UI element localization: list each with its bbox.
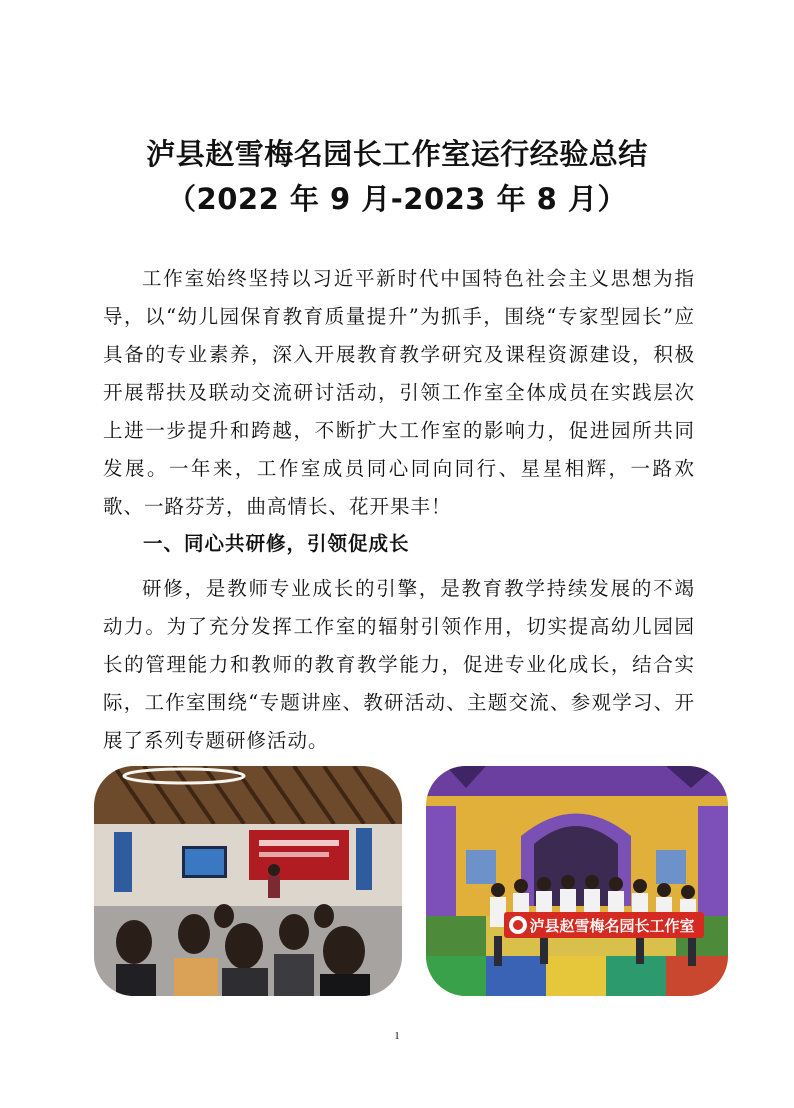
section-paragraph: 研修，是教师专业成长的引擎，是教育教学持续发展的不竭动力。为了充分发挥工作室的辐射引领作用，切实提高幼儿园园长的管理能力和教师的教育教学能力，促进专业化成长，结合实际，工作室围绕“专题讲座、教研活动、主题交流、参观学习、开展了系列专题研修活动。 — [103, 577, 695, 752]
lecture-photo-illustration — [94, 766, 402, 996]
group-photo-illustration — [426, 766, 728, 996]
lecture-photo — [94, 766, 402, 996]
intro-paragraph: 工作室始终坚持以习近平新时代中国特色社会主义思想为指导，以“幼儿园保育教育质量提升”为抓手，围绕“专家型园长”应具备的专业素养，深入开展教育教学研究及课程资源建设，积极开展帮扶及联动交流研讨活动，引领工作室全体成员在实践层次上进一步提升和跨越，不断扩大工作室的影响力，促进园所共同发展。一年来，工作室成员同心同向同行、星星相辉，一路欢歌、一路芬芳，曲高情长、花开果丰！ — [103, 267, 695, 518]
document-subtitle: （2022 年 9 月-2023 年 8 月） — [167, 182, 627, 216]
page-number: 1 — [394, 1030, 400, 1042]
banner-text: 泸县赵雪梅名园长工作室 — [529, 917, 695, 935]
document-title: 泸县赵雪梅名园长工作室运行经验总结 — [146, 137, 648, 171]
section-heading: 一、同心共研修，引领促成长 — [143, 532, 410, 555]
group-photo — [426, 766, 728, 996]
